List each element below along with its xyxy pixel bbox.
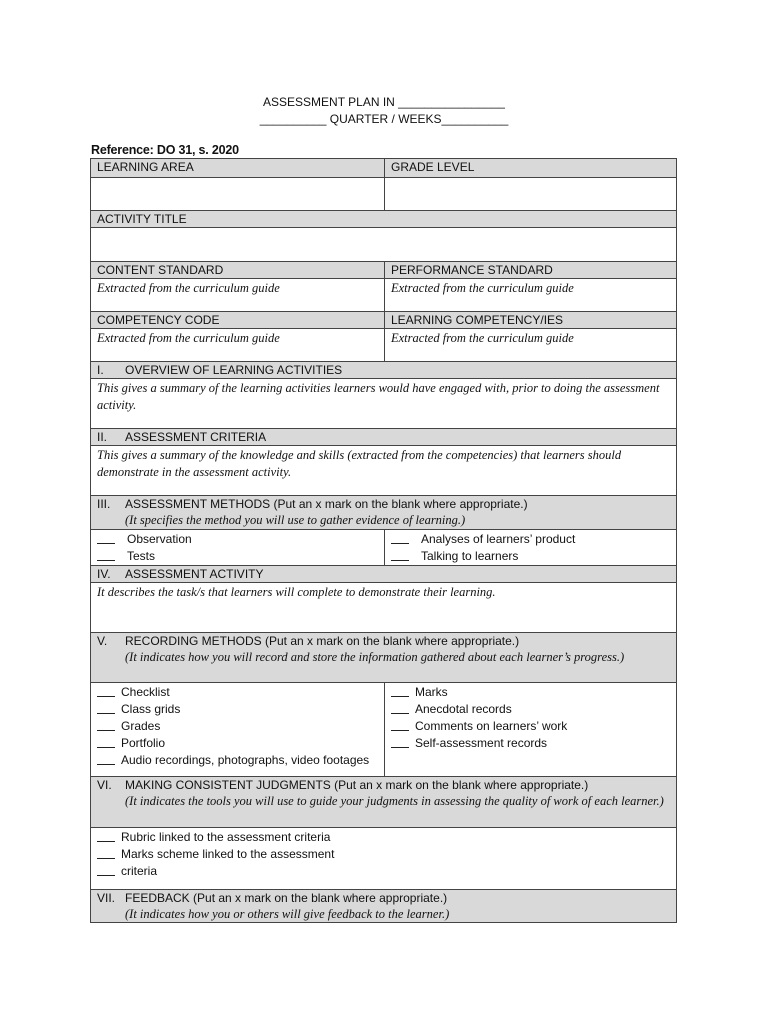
- section-number: VI.: [97, 778, 112, 792]
- checkbox-blank[interactable]: [391, 548, 409, 561]
- section-description: (It indicates the tools you will use to guide your judgments in assessing the quality of work of each learner.): [125, 794, 664, 808]
- recording-option[interactable]: Grades: [97, 718, 378, 735]
- section-title: RECORDING METHODS (Put an x mark on the blank where appropriate.): [125, 634, 520, 648]
- section-description: (It indicates how you will record and store the information gathered about each learner’s progress.): [125, 650, 625, 664]
- performance-standard-field[interactable]: Extracted from the curriculum guide: [391, 281, 574, 295]
- section-feedback-header: [91, 889, 676, 922]
- content-standard-field[interactable]: Extracted from the curriculum guide: [91, 279, 385, 311]
- method-option[interactable]: Observation: [97, 531, 378, 548]
- section-description: (It specifies the method you will use to gather evidence of learning.): [125, 513, 466, 527]
- checkbox-blank[interactable]: [97, 548, 115, 561]
- grade-level-label: GRADE LEVEL: [385, 159, 676, 177]
- competency-header-row: [91, 311, 676, 328]
- reference-label: Reference: DO 31, s. 2020: [91, 143, 239, 157]
- competency-input-row: [91, 328, 676, 361]
- checkbox-blank[interactable]: [97, 863, 115, 876]
- section-title: MAKING CONSISTENT JUDGMENTS (Put an x mark on the blank where appropriate.): [125, 778, 589, 792]
- checkbox-blank[interactable]: [97, 684, 115, 697]
- method-option[interactable]: Talking to learners: [391, 548, 670, 565]
- section-overview-header: [91, 361, 676, 378]
- section-activity-header: [91, 565, 676, 582]
- recording-option[interactable]: Class grids: [97, 701, 378, 718]
- checkbox-blank[interactable]: [391, 684, 409, 697]
- document-subtitle: __________ QUARTER / WEEKS__________: [259, 112, 509, 126]
- performance-standard-label: PERFORMANCE STANDARD: [385, 262, 676, 278]
- checkbox-blank[interactable]: [97, 735, 115, 748]
- grade-level-field[interactable]: [385, 178, 676, 210]
- judgments-options-row: [91, 827, 676, 889]
- recording-option[interactable]: Marks: [391, 684, 670, 701]
- recording-option[interactable]: Comments on learners’ work: [391, 718, 670, 735]
- learning-area-label: LEARNING AREA: [91, 159, 385, 177]
- section-title: FEEDBACK (Put an x mark on the blank where appropriate.): [125, 891, 448, 905]
- document-title: ASSESSMENT PLAN IN ________________: [263, 95, 505, 109]
- criteria-description[interactable]: This gives a summary of the knowledge and skills (extracted from the competencies) that learners should demonstrate in the assessment activity.: [97, 448, 622, 479]
- section-activity-body: [91, 582, 676, 632]
- section-number: VII.: [97, 891, 116, 905]
- activity-title-field[interactable]: [91, 228, 676, 261]
- competency-code-field[interactable]: Extracted from the curriculum guide: [91, 329, 385, 361]
- section-title: ASSESSMENT ACTIVITY: [125, 567, 264, 581]
- recording-option[interactable]: Self-assessment records: [391, 735, 670, 752]
- section-methods-header: [91, 495, 676, 529]
- judgment-option-continued: criteria: [97, 863, 670, 880]
- section-title: ASSESSMENT CRITERIA: [125, 430, 267, 444]
- section-title: ASSESSMENT METHODS (Put an x mark on the blank where appropriate.): [125, 497, 528, 511]
- checkbox-blank[interactable]: [97, 829, 115, 842]
- standards-input-row: [91, 278, 676, 311]
- checkbox-blank[interactable]: [391, 701, 409, 714]
- section-recording-header: [91, 632, 676, 682]
- checkbox-blank[interactable]: [97, 752, 115, 765]
- recording-option[interactable]: Portfolio: [97, 735, 378, 752]
- checkbox-blank[interactable]: [391, 735, 409, 748]
- activity-title-input-row: [91, 227, 676, 261]
- learning-competency-field[interactable]: Extracted from the curriculum guide: [391, 331, 574, 345]
- section-criteria-body: [91, 445, 676, 495]
- checkbox-blank[interactable]: [391, 718, 409, 731]
- overview-description[interactable]: This gives a summary of the learning activities learners would have engaged with, prior to doing the assessment activity.: [97, 381, 660, 412]
- section-description: (It indicates how you or others will give feedback to the learner.): [125, 907, 450, 921]
- recording-options-row: [91, 682, 676, 776]
- checkbox-blank[interactable]: [97, 718, 115, 731]
- judgment-option[interactable]: Rubric linked to the assessment criteria: [97, 829, 670, 846]
- method-option[interactable]: Analyses of learners’ product: [391, 531, 670, 548]
- recording-option[interactable]: Anecdotal records: [391, 701, 670, 718]
- methods-options-row: [91, 529, 676, 565]
- judgment-option[interactable]: Marks scheme linked to the assessment: [97, 846, 670, 863]
- checkbox-blank[interactable]: [97, 531, 115, 544]
- learning-area-field[interactable]: [91, 178, 385, 210]
- competency-code-label: COMPETENCY CODE: [91, 312, 385, 328]
- section-title: OVERVIEW OF LEARNING ACTIVITIES: [125, 363, 343, 377]
- section-number: I.: [97, 363, 104, 377]
- section-number: II.: [97, 430, 108, 444]
- learning-area-header-row: [91, 159, 676, 177]
- section-judgments-header: [91, 776, 676, 827]
- section-number: IV.: [97, 567, 111, 581]
- learning-area-input-row: [91, 177, 676, 210]
- standards-header-row: [91, 261, 676, 278]
- assessment-plan-form: [90, 158, 677, 923]
- method-option[interactable]: Tests: [97, 548, 378, 565]
- content-standard-label: CONTENT STANDARD: [91, 262, 385, 278]
- section-number: III.: [97, 497, 111, 511]
- section-number: V.: [97, 634, 108, 648]
- checkbox-blank[interactable]: [391, 531, 409, 544]
- section-criteria-header: [91, 428, 676, 445]
- checkbox-blank[interactable]: [97, 701, 115, 714]
- activity-title-header-row: [91, 210, 676, 227]
- recording-option[interactable]: Checklist: [97, 684, 378, 701]
- activity-description[interactable]: It describes the task/s that learners will complete to demonstrate their learning.: [97, 585, 496, 599]
- checkbox-blank[interactable]: [97, 846, 115, 859]
- learning-competency-label: LEARNING COMPETENCY/IES: [385, 312, 676, 328]
- recording-option[interactable]: Audio recordings, photographs, video footages: [97, 752, 378, 769]
- section-overview-body: [91, 378, 676, 428]
- activity-title-label: ACTIVITY TITLE: [91, 211, 676, 227]
